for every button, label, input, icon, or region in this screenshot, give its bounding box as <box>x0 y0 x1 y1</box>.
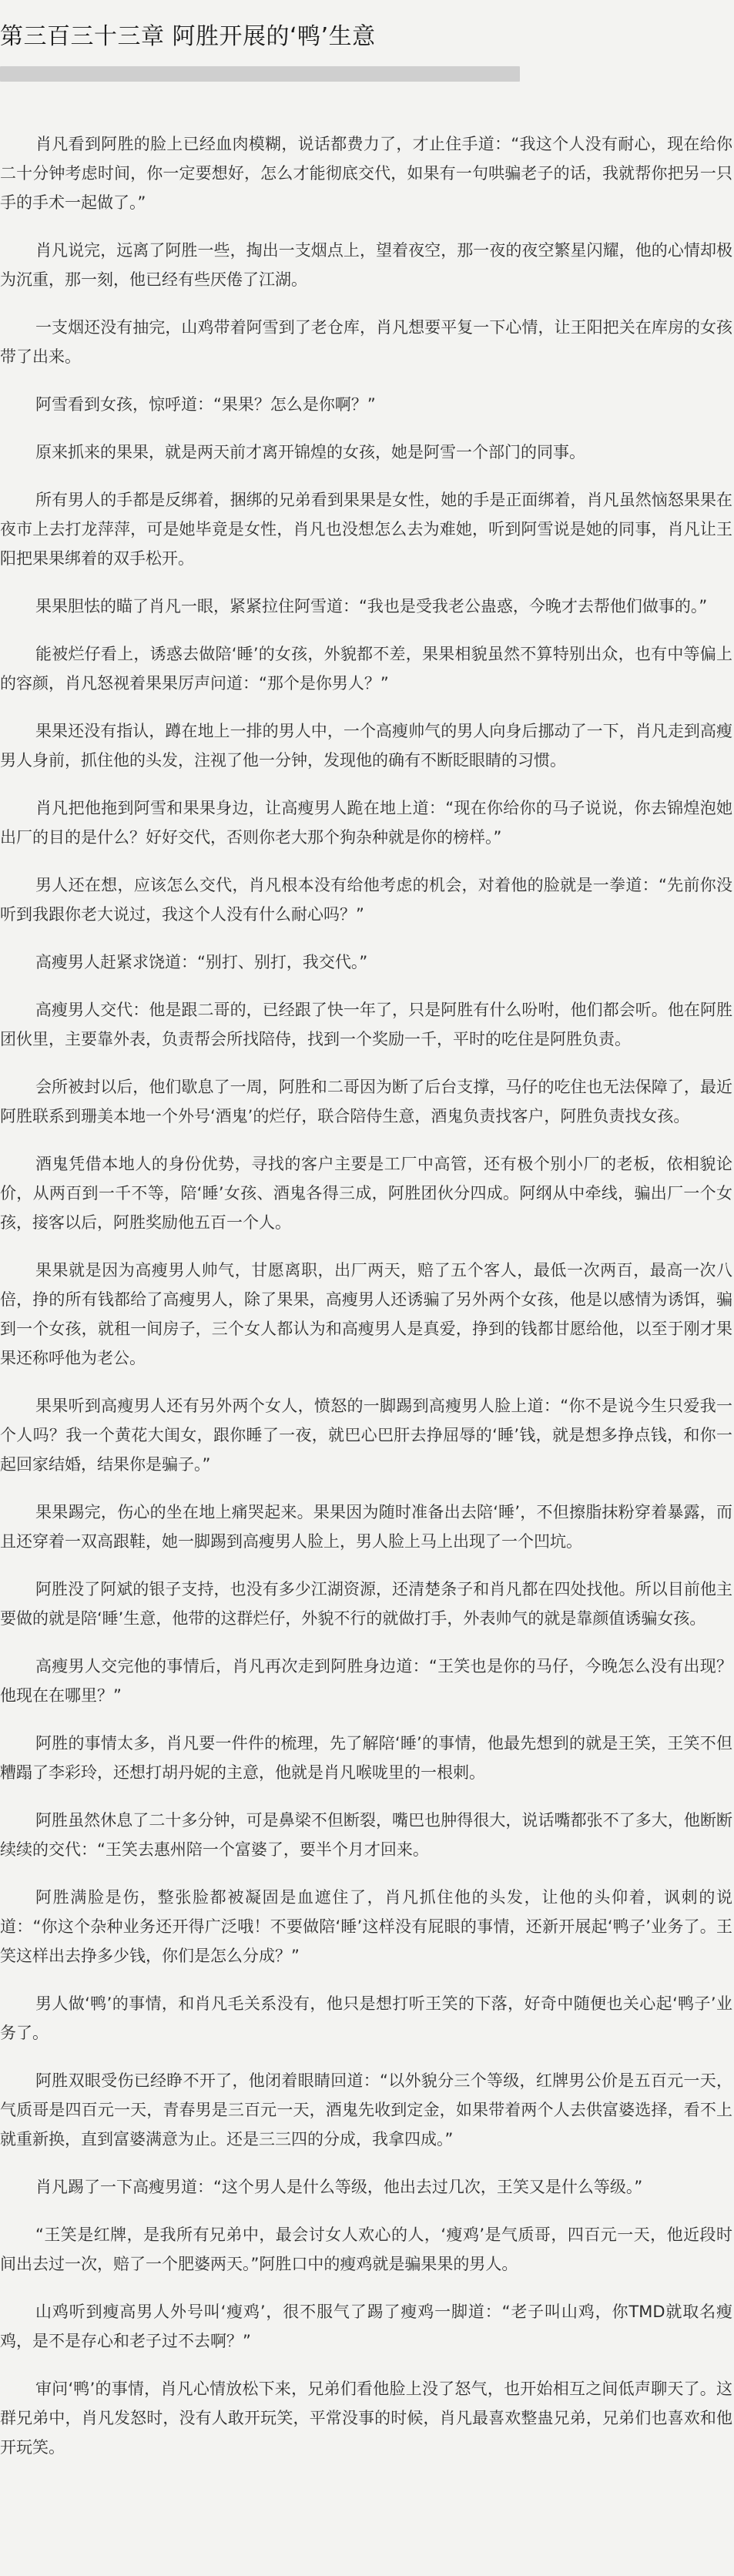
paragraph: 阿胜虽然休息了二十多分钟，可是鼻梁不但断裂，嘴巴也肿得很大，说话嘴都张不了多大，他断断续续的交代：“王笑去惠州陪一个富婆了，要半个月才回来。 <box>0 1811 732 1859</box>
paragraph: 肖凡踢了一下高瘦男道：“这个男人是什么等级，他出去过几次，王笑又是什么等级。” <box>35 2178 643 2196</box>
paragraph: “王笑是红牌，是我所有兄弟中，最会讨女人欢心的人，‘瘦鸡’是气质哥，四百元一天，他近段时间出去过一次，赔了一个肥婆两天。”阿胜口中的瘦鸡就是骗果果的男人。 <box>0 2225 732 2273</box>
chapter-title: 第三百三十三章 阿胜开展的‘鸭’生意 <box>0 23 376 50</box>
paragraph: 男人做‘鸭’的事情，和肖凡毛关系没有，他只是想打听王笑的下落，好奇中随便也关心起‘鸭子’业务了。 <box>0 1994 732 2042</box>
paragraph: 会所被封以后，他们歇息了一周，阿胜和二哥因为断了后台支撑，马仔的吃住也无法保障了，最近阿胜联系到珊美本地一个外号‘酒鬼’的烂仔，联合陪侍生意，酒鬼负责找客户，阿胜负责找女孩。 <box>0 1078 732 1125</box>
paragraph: 高瘦男人赶紧求饶道：“别打、别打，我交代。” <box>35 953 368 971</box>
chapter-body <box>0 129 734 2480</box>
paragraph: 肖凡看到阿胜的脸上已经血肉模糊，说话都费力了，才止住手道：“我这个人没有耐心，现在给你二十分钟考虑时间，你一定要想好，怎么才能彻底交代，如果有一句哄骗老子的话，我就帮你把另一只手的手术一起做了。” <box>0 135 732 212</box>
paragraph: 肖凡说完，远离了阿胜一些，掏出一支烟点上，望着夜空，那一夜的夜空繁星闪耀，他的心情却极为沉重，那一刻，他已经有些厌倦了江湖。 <box>0 241 732 289</box>
paragraph: 阿胜没了阿斌的银子支持，也没有多少江湖资源，还清楚条子和肖凡都在四处找他。所以目前他主要做的就是陪‘睡’生意，他带的这群烂仔，外貌不行的就做打手，外表帅气的就是靠颜值诱骗女孩。 <box>0 1580 732 1628</box>
reading-progress-bar <box>0 66 520 82</box>
paragraph: 所有男人的手都是反绑着，捆绑的兄弟看到果果是女性，她的手是正面绑着，肖凡虽然恼怒果果在夜市上去打龙萍萍，可是她毕竟是女性，肖凡也没想怎么去为难她，听到阿雪说是她的同事，肖凡让王阳把果果绑着的双手松开。 <box>0 491 732 568</box>
paragraph: 酒鬼凭借本地人的身份优势，寻找的客户主要是工厂中高管，还有极个别小厂的老板，依相貌论价，从两百到一千不等，陪‘睡’女孩、酒鬼各得三成，阿胜团伙分四成。阿纲从中牵线，骗出厂一个女孩，接客以后，阿胜奖励他五百一个人。 <box>0 1155 732 1232</box>
paragraph: 高瘦男人交完他的事情后，肖凡再次走到阿胜身边道：“王笑也是你的马仔，今晚怎么没有出现？他现在在哪里？” <box>0 1657 732 1705</box>
paragraph: 肖凡把他拖到阿雪和果果身边，让高瘦男人跪在地上道：“现在你给你的马子说说，你去锦煌泡她出厂的目的是什么？好好交代，否则你老大那个狗杂种就是你的榜样。” <box>0 799 732 847</box>
paragraph: 男人还在想，应该怎么交代，肖凡根本没有给他考虑的机会，对着他的脸就是一拳道：“先前你没听到我跟你老大说过，我这个人没有什么耐心吗？” <box>0 876 732 924</box>
paragraph: 原来抓来的果果，就是两天前才离开锦煌的女孩，她是阿雪一个部门的同事。 <box>35 443 585 461</box>
paragraph: 果果踢完，伤心的坐在地上痛哭起来。果果因为随时准备出去陪‘睡’，不但擦脂抹粉穿着暴露，而且还穿着一双高跟鞋，她一脚踢到高瘦男人脸上，男人脸上马上出现了一个凹坑。 <box>0 1503 732 1551</box>
paragraph: 高瘦男人交代：他是跟二哥的，已经跟了快一年了，只是阿胜有什么吩咐，他们都会听。他在阿胜团伙里，主要靠外表，负责帮会所找陪侍，找到一个奖励一千，平时的吃住是阿胜负责。 <box>0 1001 732 1048</box>
paragraph: 果果就是因为高瘦男人帅气，甘愿离职，出厂两天，赔了五个客人，最低一次两百，最高一次八倍，挣的所有钱都给了高瘦男人，除了果果，高瘦男人还诱骗了另外两个女孩，他是以感情为诱饵，骗到一个女孩，就租一间房子，三个女人都认为和高瘦男人是真爱，挣到的钱都甘愿给他，以至于刚才果果还称呼他为老公。 <box>0 1261 732 1367</box>
paragraph: 阿胜满脸是伤，整张脸都被凝固是血遮住了，肖凡抓住他的头发，让他的头仰着，讽刺的说道：“你这个杂种业务还开得广泛哦！不要做陪‘睡’这样没有屁眼的事情，还新开展起‘鸭子’业务了。王笑这样出去挣多少钱，你们是怎么分成？” <box>0 1888 732 1965</box>
paragraph: 能被烂仔看上，诱惑去做陪‘睡’的女孩，外貌都不差，果果相貌虽然不算特别出众，也有中等偏上的容颜，肖凡怒视着果果厉声问道：“那个是你男人？” <box>0 645 732 693</box>
paragraph: 一支烟还没有抽完，山鸡带着阿雪到了老仓库，肖凡想要平复一下心情，让王阳把关在库房的女孩带了出来。 <box>0 318 732 366</box>
paragraph: 阿胜双眼受伤已经睁不开了，他闭着眼睛回道：“以外貌分三个等级，红牌男公价是五百元一天，气质哥是四百元一天，青春男是三百元一天，酒鬼先收到定金，如果带着两个人去供富婆选择，看不上就重新换，直到富婆满意为止。还是三三四的分成，我拿四成。” <box>0 2071 732 2148</box>
paragraph: 阿雪看到女孩，惊呼道：“果果？怎么是你啊？” <box>35 395 376 414</box>
paragraph: 果果听到高瘦男人还有另外两个女人，愤怒的一脚踢到高瘦男人脸上道：“你不是说今生只爱我一个人吗？我一个黄花大闺女，跟你睡了一夜，就巴心巴肝去挣屈辱的‘睡’钱，就是想多挣点钱，和你一起回家结婚，结果你是骗子。” <box>0 1397 732 1474</box>
paragraph: 阿胜的事情太多，肖凡要一件件的梳理，先了解陪‘睡’的事情，他最先想到的就是王笑，王笑不但糟蹋了李彩玲，还想打胡丹妮的主意，他就是肖凡喉咙里的一根刺。 <box>0 1734 732 1782</box>
paragraph: 果果还没有指认，蹲在地上一排的男人中，一个高瘦帅气的男人向身后挪动了一下，肖凡走到高瘦男人身前，抓住他的头发，注视了他一分钟，发现他的确有不断眨眼睛的习惯。 <box>0 722 732 770</box>
paragraph: 果果胆怯的瞄了肖凡一眼，紧紧拉住阿雪道：“我也是受我老公蛊惑，今晚才去帮他们做事的。” <box>35 597 708 615</box>
paragraph: 审问‘鸭’的事情，肖凡心情放松下来，兄弟们看他脸上没了怒气，也开始相互之间低声聊天了。这群兄弟中，肖凡发怒时，没有人敢开玩笑，平常没事的时候，肖凡最喜欢整蛊兄弟，兄弟们也喜欢和他开玩笑。 <box>0 2380 732 2457</box>
paragraph: 山鸡听到瘦高男人外号叫‘瘦鸡’，很不服气了踢了瘦鸡一脚道：“老子叫山鸡，你TMD就取名瘦鸡，是不是存心和老子过不去啊？” <box>0 2303 732 2350</box>
